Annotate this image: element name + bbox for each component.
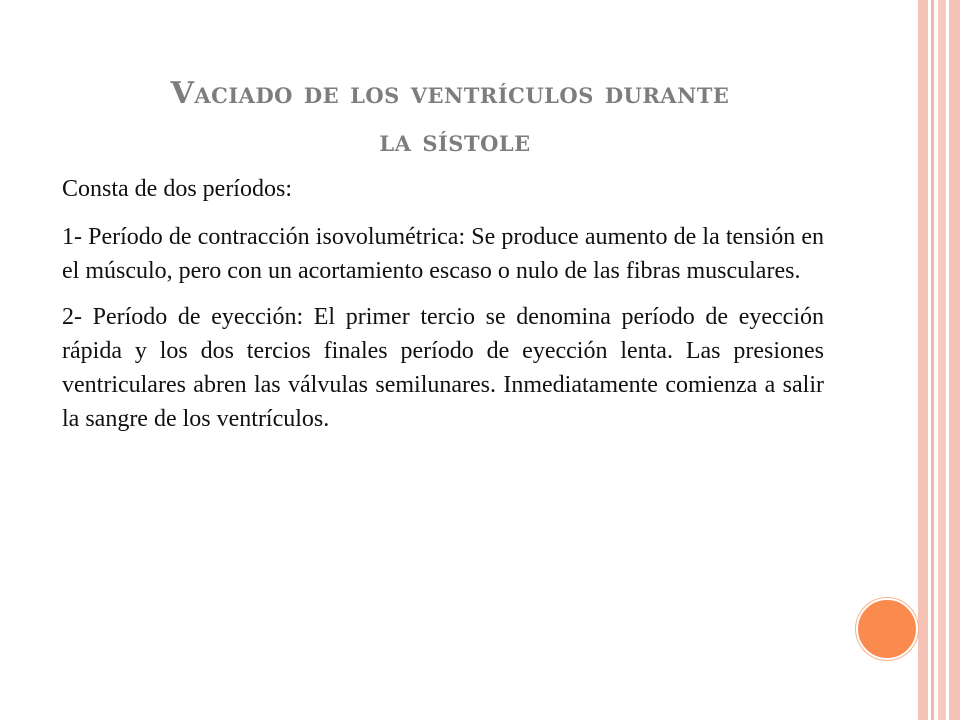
intro-text: Consta de dos períodos: xyxy=(62,176,292,202)
paragraph-1: 1- Período de contracción isovolumétrica: Se produce aumento de la tensión en el músculo, pero con un acortamiento escaso o nulo de las fibras musculares. xyxy=(62,224,824,284)
decorative-stripe xyxy=(938,0,946,720)
decorative-stripe xyxy=(949,0,960,720)
title-line-2: la sístole xyxy=(379,124,531,160)
paragraph-2: 2- Período de eyección: El primer tercio se denomina período de eyección rápida y los dos tercios finales período de eyección lenta. Las presiones ventriculares abren las válvulas semilunares. Inmediatamente comienza a salir la sangre de los ventrículos. xyxy=(62,304,824,432)
slide-body xyxy=(62,172,824,448)
title-line-1: Vaciado de los ventrículos durante xyxy=(170,76,730,112)
accent-circle xyxy=(856,598,918,660)
slide-title xyxy=(0,70,900,166)
decorative-stripe xyxy=(918,0,928,720)
